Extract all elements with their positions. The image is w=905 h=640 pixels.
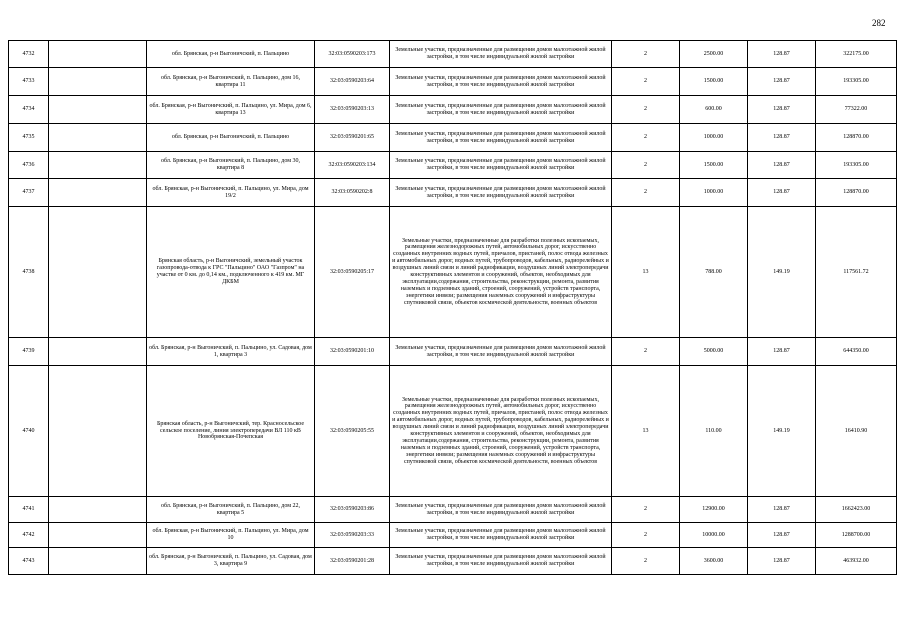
empty-cell <box>49 41 147 68</box>
cadastral-number-cell: 32:03:0590203:134 <box>315 152 390 179</box>
specific-value-cell: 128.87 <box>748 96 816 124</box>
empty-cell <box>49 338 147 366</box>
land-use-cell: Земельные участки, предназначенные для размещения домов малоэтажной жилой застройки, в том числе индивидуальной жилой застройки <box>390 179 612 207</box>
group-cell: 13 <box>612 207 680 338</box>
specific-value-cell: 128.87 <box>748 523 816 548</box>
land-use-cell: Земельные участки, предназначенные для размещения домов малоэтажной жилой застройки, в том числе индивидуальной жилой застройки <box>390 41 612 68</box>
row-number-cell: 4742 <box>9 523 49 548</box>
cadastral-number-cell: 32:03:0590205:55 <box>315 366 390 497</box>
cadastral-number-cell: 32:03:0590203:86 <box>315 497 390 523</box>
land-use-cell: Земельные участки, предназначенные для разработки полезных ископаемых, размещения железнодорожных путей, автомобильных дорог, искусственно созданных внутренних водных путей, причалов, пристаней, полос отвода железных и автомобильных дорог, водных путей, трубопроводов, кабельных, радиорелейных и воздушных линий связи и линий радиофикации, воздушных линий электропередачи конструктивных элементов и сооружений, объектов, необходимых для эксплуатации,содержания, строительства, реконструкции, ремонта, развития наземных и подземных зданий, строений, сооружений, устройств транспорта, энергетики инвязи; размещения наземных сооружений и инфраструктуры спутниковой связи, объектов космической деятельности, военных объектов <box>390 366 612 497</box>
specific-value-cell: 128.87 <box>748 548 816 575</box>
area-cell: 12900.00 <box>680 497 748 523</box>
area-cell: 110.00 <box>680 366 748 497</box>
cadastral-value-cell: 193305.00 <box>816 68 897 96</box>
cadastral-number-cell: 32:03:0590202:8 <box>315 179 390 207</box>
address-cell: обл. Брянская, р-н Выгоничский, п. Пальцино, ул. Мира, дом 19/2 <box>147 179 315 207</box>
area-cell: 2500.00 <box>680 41 748 68</box>
specific-value-cell: 128.87 <box>748 68 816 96</box>
address-cell: Брянская область, р-н Выгоничский, тер. Красносельское сельское поселение, линия электропередачи ВЛ 110 кВ Новобрянская-Почепская <box>147 366 315 497</box>
cadastral-value-cell: 322175.00 <box>816 41 897 68</box>
row-number-cell: 4736 <box>9 152 49 179</box>
area-cell: 600.00 <box>680 96 748 124</box>
table-row <box>9 523 897 548</box>
cadastral-number-cell: 32:03:0590203:13 <box>315 96 390 124</box>
land-use-cell: Земельные участки, предназначенные для разработки полезных ископаемых, размещения железнодорожных путей, автомобильных дорог, искусственно созданных внутренних водных путей, причалов, пристаней, полос отвода железных и автомобильных дорог, водных путей, трубопроводов, кабельных, радиорелейных и воздушных линий связи и линий радиофикации, воздушных линий электропередачи конструктивных элементов и сооружений, объектов, необходимых для эксплуатации,содержания, строительства, реконструкции, ремонта, развития наземных и подземных зданий, строений, сооружений, устройств транспорта, энергетики инвязи; размещения наземных сооружений и инфраструктуры спутниковой связи, объектов космической деятельности, военных объектов <box>390 207 612 338</box>
row-number-cell: 4743 <box>9 548 49 575</box>
empty-cell <box>49 497 147 523</box>
land-use-cell: Земельные участки, предназначенные для размещения домов малоэтажной жилой застройки, в том числе индивидуальной жилой застройки <box>390 68 612 96</box>
land-use-cell: Земельные участки, предназначенные для размещения домов малоэтажной жилой застройки, в том числе индивидуальной жилой застройки <box>390 96 612 124</box>
specific-value-cell: 128.87 <box>748 179 816 207</box>
group-cell: 2 <box>612 548 680 575</box>
cadastral-value-cell: 1288700.00 <box>816 523 897 548</box>
group-cell: 2 <box>612 338 680 366</box>
row-number-cell: 4737 <box>9 179 49 207</box>
specific-value-cell: 128.87 <box>748 497 816 523</box>
cadastral-value-cell: 644350.00 <box>816 338 897 366</box>
cadastral-number-cell: 32:03:0590203:33 <box>315 523 390 548</box>
cadastral-number-cell: 32:03:0590201:10 <box>315 338 390 366</box>
area-cell: 1000.00 <box>680 124 748 152</box>
land-use-cell: Земельные участки, предназначенные для размещения домов малоэтажной жилой застройки, в том числе индивидуальной жилой застройки <box>390 497 612 523</box>
area-cell: 1000.00 <box>680 179 748 207</box>
row-number-cell: 4733 <box>9 68 49 96</box>
address-cell: обл. Брянская, р-н Выгоничский, п. Пальцино, дом 16, квартира 11 <box>147 68 315 96</box>
table-row <box>9 41 897 68</box>
group-cell: 2 <box>612 152 680 179</box>
row-number-cell: 4734 <box>9 96 49 124</box>
empty-cell <box>49 152 147 179</box>
row-number-cell: 4735 <box>9 124 49 152</box>
cadastral-value-cell: 128870.00 <box>816 124 897 152</box>
specific-value-cell: 128.87 <box>748 338 816 366</box>
empty-cell <box>49 523 147 548</box>
row-number-cell: 4738 <box>9 207 49 338</box>
area-cell: 1500.00 <box>680 68 748 96</box>
table-row <box>9 207 897 338</box>
empty-cell <box>49 207 147 338</box>
row-number-cell: 4732 <box>9 41 49 68</box>
cadastral-number-cell: 32:03:0590201:65 <box>315 124 390 152</box>
table-row <box>9 152 897 179</box>
empty-cell <box>49 96 147 124</box>
address-cell: обл. Брянская, р-н Выгоничский, п. Пальцино <box>147 41 315 68</box>
cadastral-value-cell: 463932.00 <box>816 548 897 575</box>
empty-cell <box>49 179 147 207</box>
group-cell: 2 <box>612 41 680 68</box>
specific-value-cell: 128.87 <box>748 124 816 152</box>
specific-value-cell: 149.19 <box>748 366 816 497</box>
empty-cell <box>49 548 147 575</box>
specific-value-cell: 128.87 <box>748 41 816 68</box>
cadastral-number-cell: 32:03:0590201:28 <box>315 548 390 575</box>
land-use-cell: Земельные участки, предназначенные для размещения домов малоэтажной жилой застройки, в том числе индивидуальной жилой застройки <box>390 548 612 575</box>
cadastral-value-cell: 16410.90 <box>816 366 897 497</box>
cadastral-value-cell: 77322.00 <box>816 96 897 124</box>
cadastral-value-cell: 128870.00 <box>816 179 897 207</box>
area-cell: 788.00 <box>680 207 748 338</box>
cadastral-value-cell: 1662423.00 <box>816 497 897 523</box>
land-use-cell: Земельные участки, предназначенные для размещения домов малоэтажной жилой застройки, в том числе индивидуальной жилой застройки <box>390 124 612 152</box>
address-cell: обл. Брянская, р-н Выгоничский, п. Пальцино, ул. Мира, дом 6, квартира 13 <box>147 96 315 124</box>
table-row <box>9 366 897 497</box>
cadastral-number-cell: 32:03:0590203:64 <box>315 68 390 96</box>
area-cell: 5000.00 <box>680 338 748 366</box>
group-cell: 2 <box>612 124 680 152</box>
cadastral-value-table <box>8 40 897 575</box>
area-cell: 10000.00 <box>680 523 748 548</box>
table-row <box>9 338 897 366</box>
group-cell: 2 <box>612 497 680 523</box>
group-cell: 2 <box>612 68 680 96</box>
group-cell: 13 <box>612 366 680 497</box>
address-cell: обл. Брянская, р-н Выгоничский, п. Пальцино, дом 30, квартира 8 <box>147 152 315 179</box>
address-cell: обл. Брянская, р-н Выгоничский, п. Пальцино, ул. Садовая, дом 1, квартира 3 <box>147 338 315 366</box>
cadastral-number-cell: 32:03:0590203:173 <box>315 41 390 68</box>
group-cell: 2 <box>612 179 680 207</box>
table-row <box>9 497 897 523</box>
table-row <box>9 548 897 575</box>
specific-value-cell: 149.19 <box>748 207 816 338</box>
address-cell: обл. Брянская, р-н Выгоничский, п. Пальцино, дом 22, квартира 5 <box>147 497 315 523</box>
area-cell: 3600.00 <box>680 548 748 575</box>
cadastral-value-cell: 193305.00 <box>816 152 897 179</box>
specific-value-cell: 128.87 <box>748 152 816 179</box>
area-cell: 1500.00 <box>680 152 748 179</box>
group-cell: 2 <box>612 96 680 124</box>
group-cell: 2 <box>612 523 680 548</box>
table-row <box>9 68 897 96</box>
cadastral-value-cell: 117561.72 <box>816 207 897 338</box>
row-number-cell: 4740 <box>9 366 49 497</box>
row-number-cell: 4741 <box>9 497 49 523</box>
empty-cell <box>49 68 147 96</box>
land-use-cell: Земельные участки, предназначенные для размещения домов малоэтажной жилой застройки, в том числе индивидуальной жилой застройки <box>390 152 612 179</box>
address-cell: обл. Брянская, р-н Выгоничский, п. Пальцино, ул. Мира, дом 10 <box>147 523 315 548</box>
table-row <box>9 179 897 207</box>
page-number: 282 <box>872 18 886 28</box>
land-use-cell: Земельные участки, предназначенные для размещения домов малоэтажной жилой застройки, в том числе индивидуальной жилой застройки <box>390 338 612 366</box>
empty-cell <box>49 124 147 152</box>
address-cell: обл. Брянская, р-н Выгоничский, п. Пальцино, ул. Садовая, дом 3, квартира 9 <box>147 548 315 575</box>
table-row <box>9 124 897 152</box>
row-number-cell: 4739 <box>9 338 49 366</box>
land-use-cell: Земельные участки, предназначенные для размещения домов малоэтажной жилой застройки, в том числе индивидуальной жилой застройки <box>390 523 612 548</box>
address-cell: Брянская область, р-н Выгоничский, земельный участок газопровода-отвода к ГРС "Пальцино" ОАО "Газпром" на участке от 0 км. до 0,14 км., подключенного к 419 км. МГ ДКБМ <box>147 207 315 338</box>
table-row <box>9 96 897 124</box>
address-cell: обл. Брянская, р-н Выгоничский, п. Пальцино <box>147 124 315 152</box>
empty-cell <box>49 366 147 497</box>
cadastral-number-cell: 32:03:0590205:17 <box>315 207 390 338</box>
